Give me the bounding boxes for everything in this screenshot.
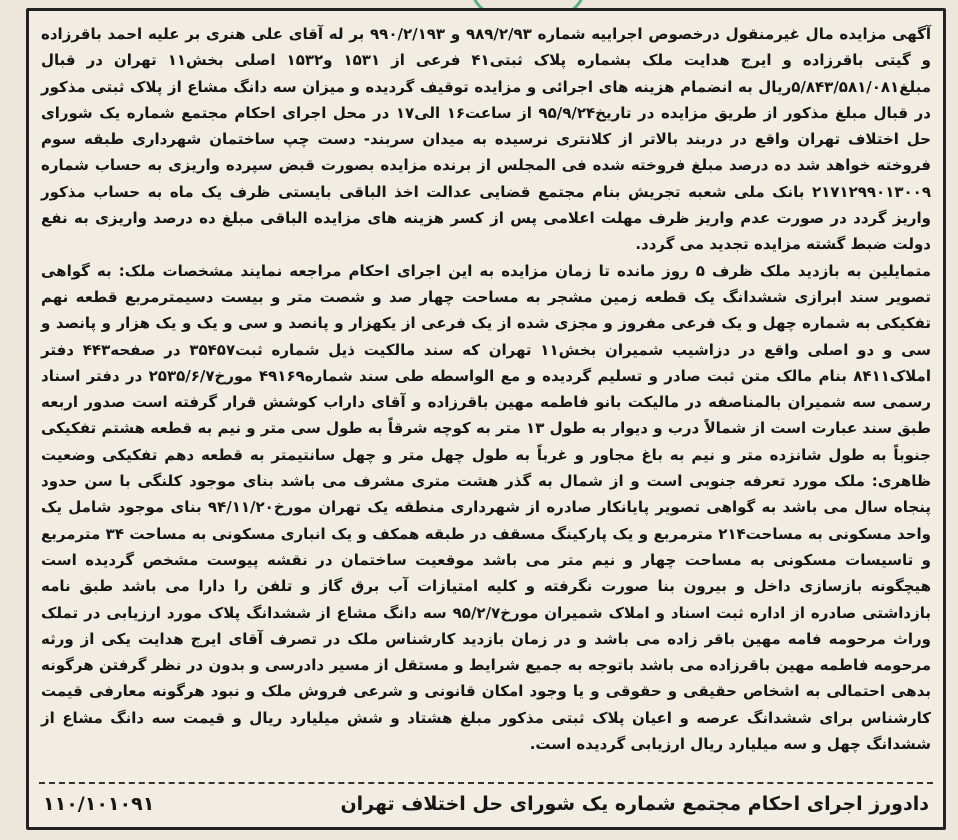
signer-title: دادورز اجرای احکام مجتمع شماره یک شورای حل اختلاف تهران [340, 793, 929, 815]
reference-number: ۱۱۰/۱۰۱۰۹۱ [43, 793, 155, 815]
notice-footer [43, 789, 929, 819]
footer-divider [39, 782, 933, 784]
auction-notice-body [41, 21, 931, 757]
notice-paragraph-auction-terms: آگهی مزایده مال غیرمنقول درخصوص اجراییه شماره ۹۸۹/۲/۹۳ و ۹۹۰/۲/۱۹۳ بر له آقای علی هنری بر علیه احمد باقرزاده و گیتی باقرزاده و ایرج هدایت ملک بشماره پلاک ثبتی۴۱ فرعی از ۱۵۳۱ و۱۵۳۲ اصلی بخش۱۱ تهران در قبال مبلغ۵/۸۴۳/۵۸۱/۰۸۱ریال به انضمام هزینه های اجرائی و مزایده توقیف گردیده و میزان سه دانگ مشاع از پلاک ثبتی مذکور در قبال مبلغ مذکور از طریق مزایده در تاریخ۹۵/۹/۲۴ از ساعت۱۶ الی۱۷ در محل اجرای احکام مجتمع شماره یک شورای حل اختلاف تهران واقع در دربند بالاتر از کلانتری نرسیده به میدان سربند- دست چپ ساختمان شهرداری طبقه سوم فروخته خواهد شد ده درصد مبلغ فروخته شده فی المجلس از برنده مزایده بصورت قبض سپرده واریزی به حساب شماره ۲۱۷۱۲۹۹۰۱۳۰۰۹ بانک ملی شعبه تجریش بنام مجتمع قضایی عدالت اخذ الباقی بایستی ظرف یک ماه به حساب مذکور واریز گردد در صورت عدم واریز ظرف مهلت اعلامی پس از کسر هزینه های مزایده الباقی مبلغ ده درصد واریزی به نفع دولت ضبط گشته مزایده تجدید می گردد. [41, 25, 932, 254]
notice-paragraph-property-details: متمایلین به بازدید ملک ظرف ۵ روز مانده تا زمان مزایده به این اجرای احکام مراجعه نمایند مشخصات ملک: به گواهی تصویر سند ابرازی ششدانگ یک قطعه زمین مشجر به مساحت چهار صد و شصت متر و بیست دسیمترمربع قطعه نهم تفکیکی به شماره چهل و یک فرعی مفروز و مجزی شده از یک فرعی از یکهزار و پانصد و سی و یک و یک هزار و پانصد و سی و دو اصلی واقع در دزاشیب شمیران بخش۱۱ تهران که سند مالکیت ذیل شماره ثبت۳۵۴۵۷ در صفحه۴۴۳ دفتر املاک۸۴۱۱ بنام مالک متن ثبت صادر و تسلیم گردیده و مع الواسطه طی سند شماره۴۹۱۶۹ مورخ۲۵۳۵/۶/۷ در دفتر اسناد رسمی سه شمیران بالمناصفه در مالیکت بانو فاطمه مهین باقرزاده و آقای داراب کوشش قرار گرفته است صدور اربعه طبق سند عبارت است از شمالاً درب و دیوار به طول ۱۳ متر به کوچه شرقاً به طول سی متر و نیم به قطعه هشتم تفکیکی جنوباً به طول شانزده متر و نیم به باغ مجاور و غرباً به طول چهل متر و چهل سانتیمتر به قطعه دهم تفکیکی وضعیت ظاهری: ملک مورد تعرفه جنوبی است و از شمال به گذر هشت متری مشرف می باشد بنای موجود کلنگی با سن حدود پنجاه سال می باشد به گواهی تصویر پایانکار صادره از شهرداری منطقه یک تهران مورخ۹۴/۱۱/۲۰ بنای موجود شامل یک واحد مسکونی به مساحت۲۱۴ مترمربع و یک پارکینگ مسقف در طبقه همکف و یک انباری مسکونی به مساحت ۳۴ مترمربع و تاسیسات مسکونی به مساحت چهار و نیم متر می باشد موقعیت ساختمان در نقشه پیوست مشخص گردیده است هیچگونه بازسازی داخل و بیرون بنا صورت نگرفته و کلیه امتیازات آب برق گاز و تلفن را دارا می باشد طبق نامه بازداشتی صادره از اداره ثبت اسناد و املاک شمیران مورخ۹۵/۲/۷ سه دانگ مشاع از ششدانگ پلاک مورد ارزیابی در تملک وراث مرحومه فامه مهین باقر زاده می باشد و در زمان بازدید کارشناس ملک در تصرف آقای ایرج هدایت یکی از ورثه مرحومه فاطمه مهین باقرزاده می باشد باتوجه به جمیع شرایط و مستقل از مسیر دادرسی و بدون در نظر گرفتن هرگونه بدهی احتمالی به اشخاص حقیقی و حقوقی و یا وجود امکان قانونی و شرعی فروش ملک و نبود هرگونه معارفی قیمت کارشناس برای ششدانگ عرصه و اعیان پلاک ثبتی مذکور مبلغ هشتاد و شش میلیارد ریال و قیمت سه دانگ مشاع از ششدانگ چهل و سه میلیارد ریال ارزیابی گردیده است. [41, 261, 932, 754]
notice-frame [26, 8, 946, 830]
